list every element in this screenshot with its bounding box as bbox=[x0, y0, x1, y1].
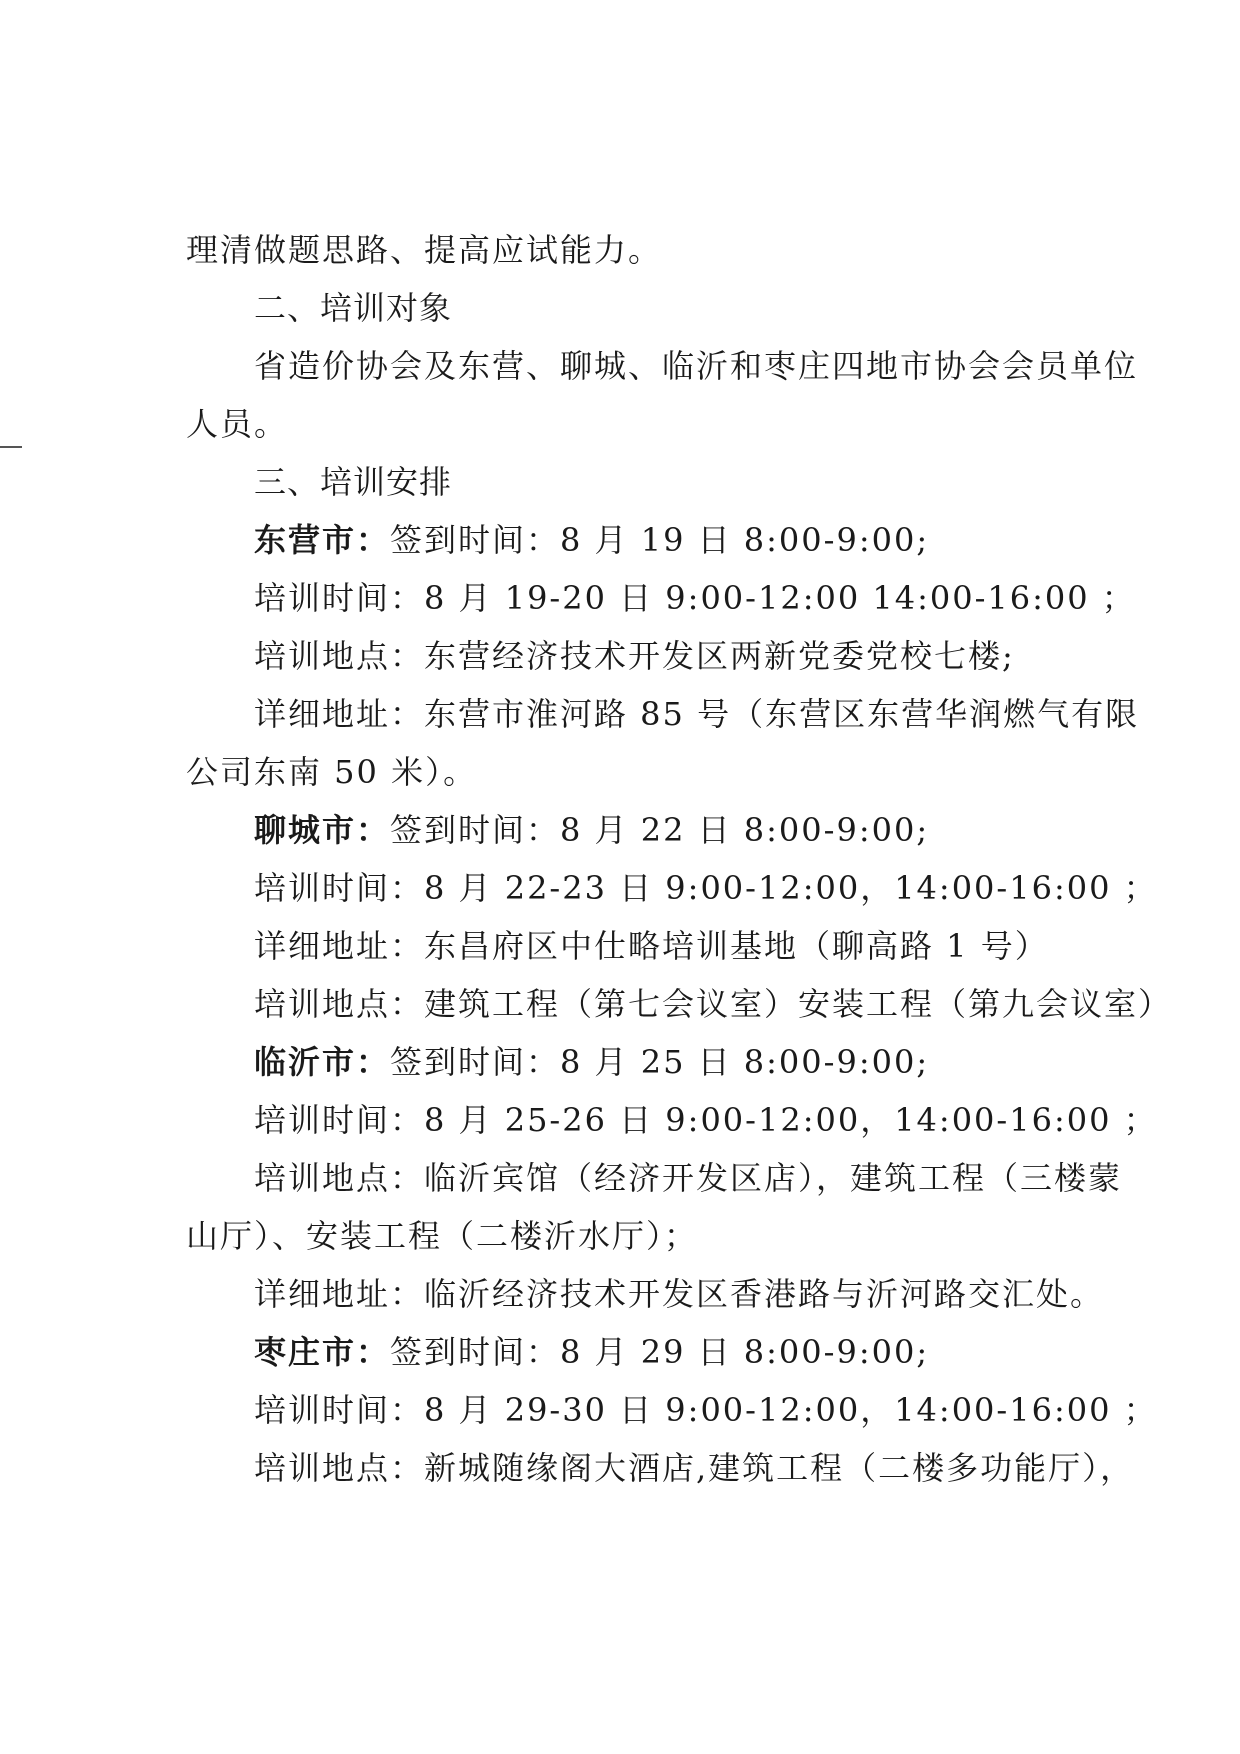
line-text: 培训时间：8 月 29-30 日 9:00-12:00，14:00-16:00 ； bbox=[254, 1391, 1158, 1429]
section-heading-training-target bbox=[254, 288, 452, 328]
line-text: 签到时间：8 月 19 日 8:00-9:00; bbox=[390, 521, 930, 559]
margin-mark bbox=[0, 446, 22, 448]
liaocheng-training-time bbox=[254, 868, 1158, 908]
line-text: 详细地址：东昌府区中仕略培训基地（聊高路 1 号） bbox=[254, 927, 1049, 965]
line-text: 详细地址：东营市淮河路 85 号（东营区东营华润燃气有限 bbox=[254, 695, 1140, 733]
line-text: 培训地点：建筑工程（第七会议室）安装工程（第九会议室） bbox=[254, 985, 1173, 1023]
line-text: 培训时间：8 月 22-23 日 9:00-12:00，14:00-16:00 ； bbox=[254, 869, 1158, 907]
city-label-liaocheng: 聊城市： bbox=[254, 811, 391, 849]
zaozhuang-training-location bbox=[254, 1448, 1134, 1488]
city-label-zaozhuang: 枣庄市： bbox=[254, 1333, 391, 1371]
line-text: 人员。 bbox=[186, 405, 289, 443]
heading-text: 三、培训安排 bbox=[254, 463, 453, 501]
line-text: 签到时间：8 月 29 日 8:00-9:00; bbox=[390, 1333, 930, 1371]
section-heading-training-schedule bbox=[254, 462, 452, 502]
line-text: 培训地点：东营经济技术开发区两新党委党校七楼; bbox=[254, 637, 1015, 675]
dongying-address-line-1 bbox=[254, 694, 1139, 734]
liaocheng-address bbox=[254, 926, 1049, 966]
linyi-address bbox=[254, 1274, 1104, 1314]
zaozhuang-checkin bbox=[254, 1332, 929, 1372]
line-text: 签到时间：8 月 25 日 8:00-9:00; bbox=[390, 1043, 930, 1081]
linyi-training-location-line-2 bbox=[186, 1216, 698, 1256]
heading-text: 二、培训对象 bbox=[254, 289, 453, 327]
liaocheng-training-location bbox=[254, 984, 1172, 1024]
zaozhuang-training-time bbox=[254, 1390, 1158, 1430]
paragraph-intro-end bbox=[186, 230, 662, 270]
paragraph-target-line-2 bbox=[186, 404, 288, 444]
linyi-checkin bbox=[254, 1042, 929, 1082]
city-label-dongying: 东营市： bbox=[254, 521, 391, 559]
line-text: 省造价协会及东营、聊城、临沂和枣庄四地市协会会员单位 bbox=[254, 347, 1139, 385]
line-text: 详细地址：临沂经济技术开发区香港路与沂河路交汇处。 bbox=[254, 1275, 1105, 1313]
dongying-checkin bbox=[254, 520, 929, 560]
paragraph-target-line-1 bbox=[254, 346, 1138, 386]
linyi-training-location-line-1 bbox=[254, 1158, 1122, 1198]
line-text: 山厅）、安装工程（二楼沂水厅）； bbox=[186, 1217, 699, 1255]
dongying-training-location bbox=[254, 636, 1015, 676]
line-text: 培训地点：临沂宾馆（经济开发区店），建筑工程（三楼蒙 bbox=[254, 1159, 1123, 1197]
line-text: 培训时间：8 月 19-20 日 9:00-12:00 14:00-16:00 ； bbox=[254, 579, 1136, 617]
line-text: 公司东南 50 米）。 bbox=[186, 753, 478, 791]
liaocheng-checkin bbox=[254, 810, 929, 850]
dongying-address-line-2 bbox=[186, 752, 477, 792]
line-text: 签到时间：8 月 22 日 8:00-9:00; bbox=[390, 811, 930, 849]
line-text: 理清做题思路、提高应试能力。 bbox=[186, 231, 663, 269]
line-text: 培训地点：新城随缘阁大酒店,建筑工程（二楼多功能厅）， bbox=[254, 1449, 1135, 1487]
linyi-training-time bbox=[254, 1100, 1158, 1140]
dongying-training-time bbox=[254, 578, 1136, 618]
city-label-linyi: 临沂市： bbox=[254, 1043, 391, 1081]
line-text: 培训时间：8 月 25-26 日 9:00-12:00，14:00-16:00 ； bbox=[254, 1101, 1158, 1139]
